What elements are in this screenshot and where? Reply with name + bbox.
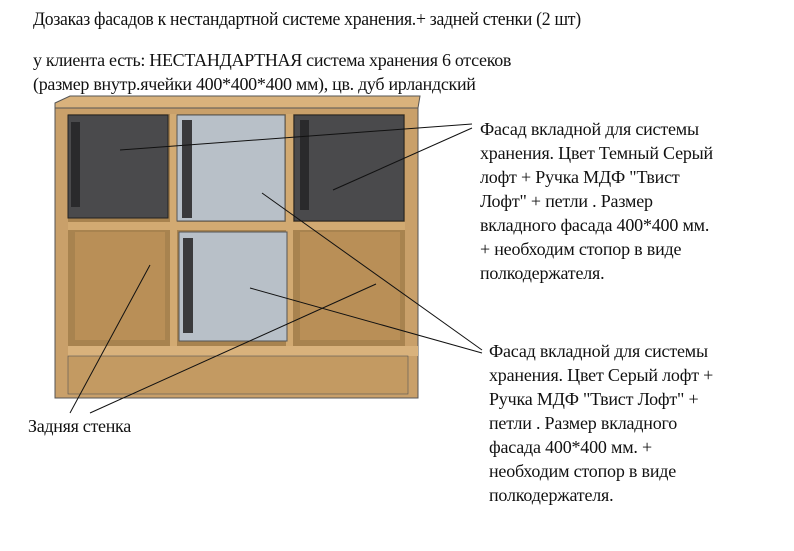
dark-facade-left [68,115,168,218]
client-info-line2: (размер внутр.ячейки 400*400*400 мм), цв. дуб ирландский [33,74,476,94]
dark-facade-annotation: Фасад вкладной для системы хранения. Цвет Темный Серый лофт + Ручка МДФ "Твист Лофт" + петли . Размер вкладного фасада 400*400 мм. + необходим стопор в виде полкодержателя. [480,119,713,283]
title: Дозаказ фасадов к нестандартной системе хранения.+ задней стенки (2 шт) [33,9,581,30]
grey-facade-annotation: Фасад вкладной для системы хранения. Цвет Серый лофт + Ручка МДФ "Твист Лофт" + петли . Размер вкладного фасада 400*400 мм. + необходим стопор в виде полкодержателя. [489,341,714,505]
dark-facade-right [294,115,404,221]
grey-facade-bottom [179,232,287,341]
handle [71,122,80,207]
grey-facade-top [177,115,285,221]
back-wall-annotation: Задняя стенка [28,416,131,436]
client-info-line1: у клиента есть: НЕСТАНДАРТНАЯ система хранения 6 отсеков [33,50,512,70]
handle [300,120,309,210]
